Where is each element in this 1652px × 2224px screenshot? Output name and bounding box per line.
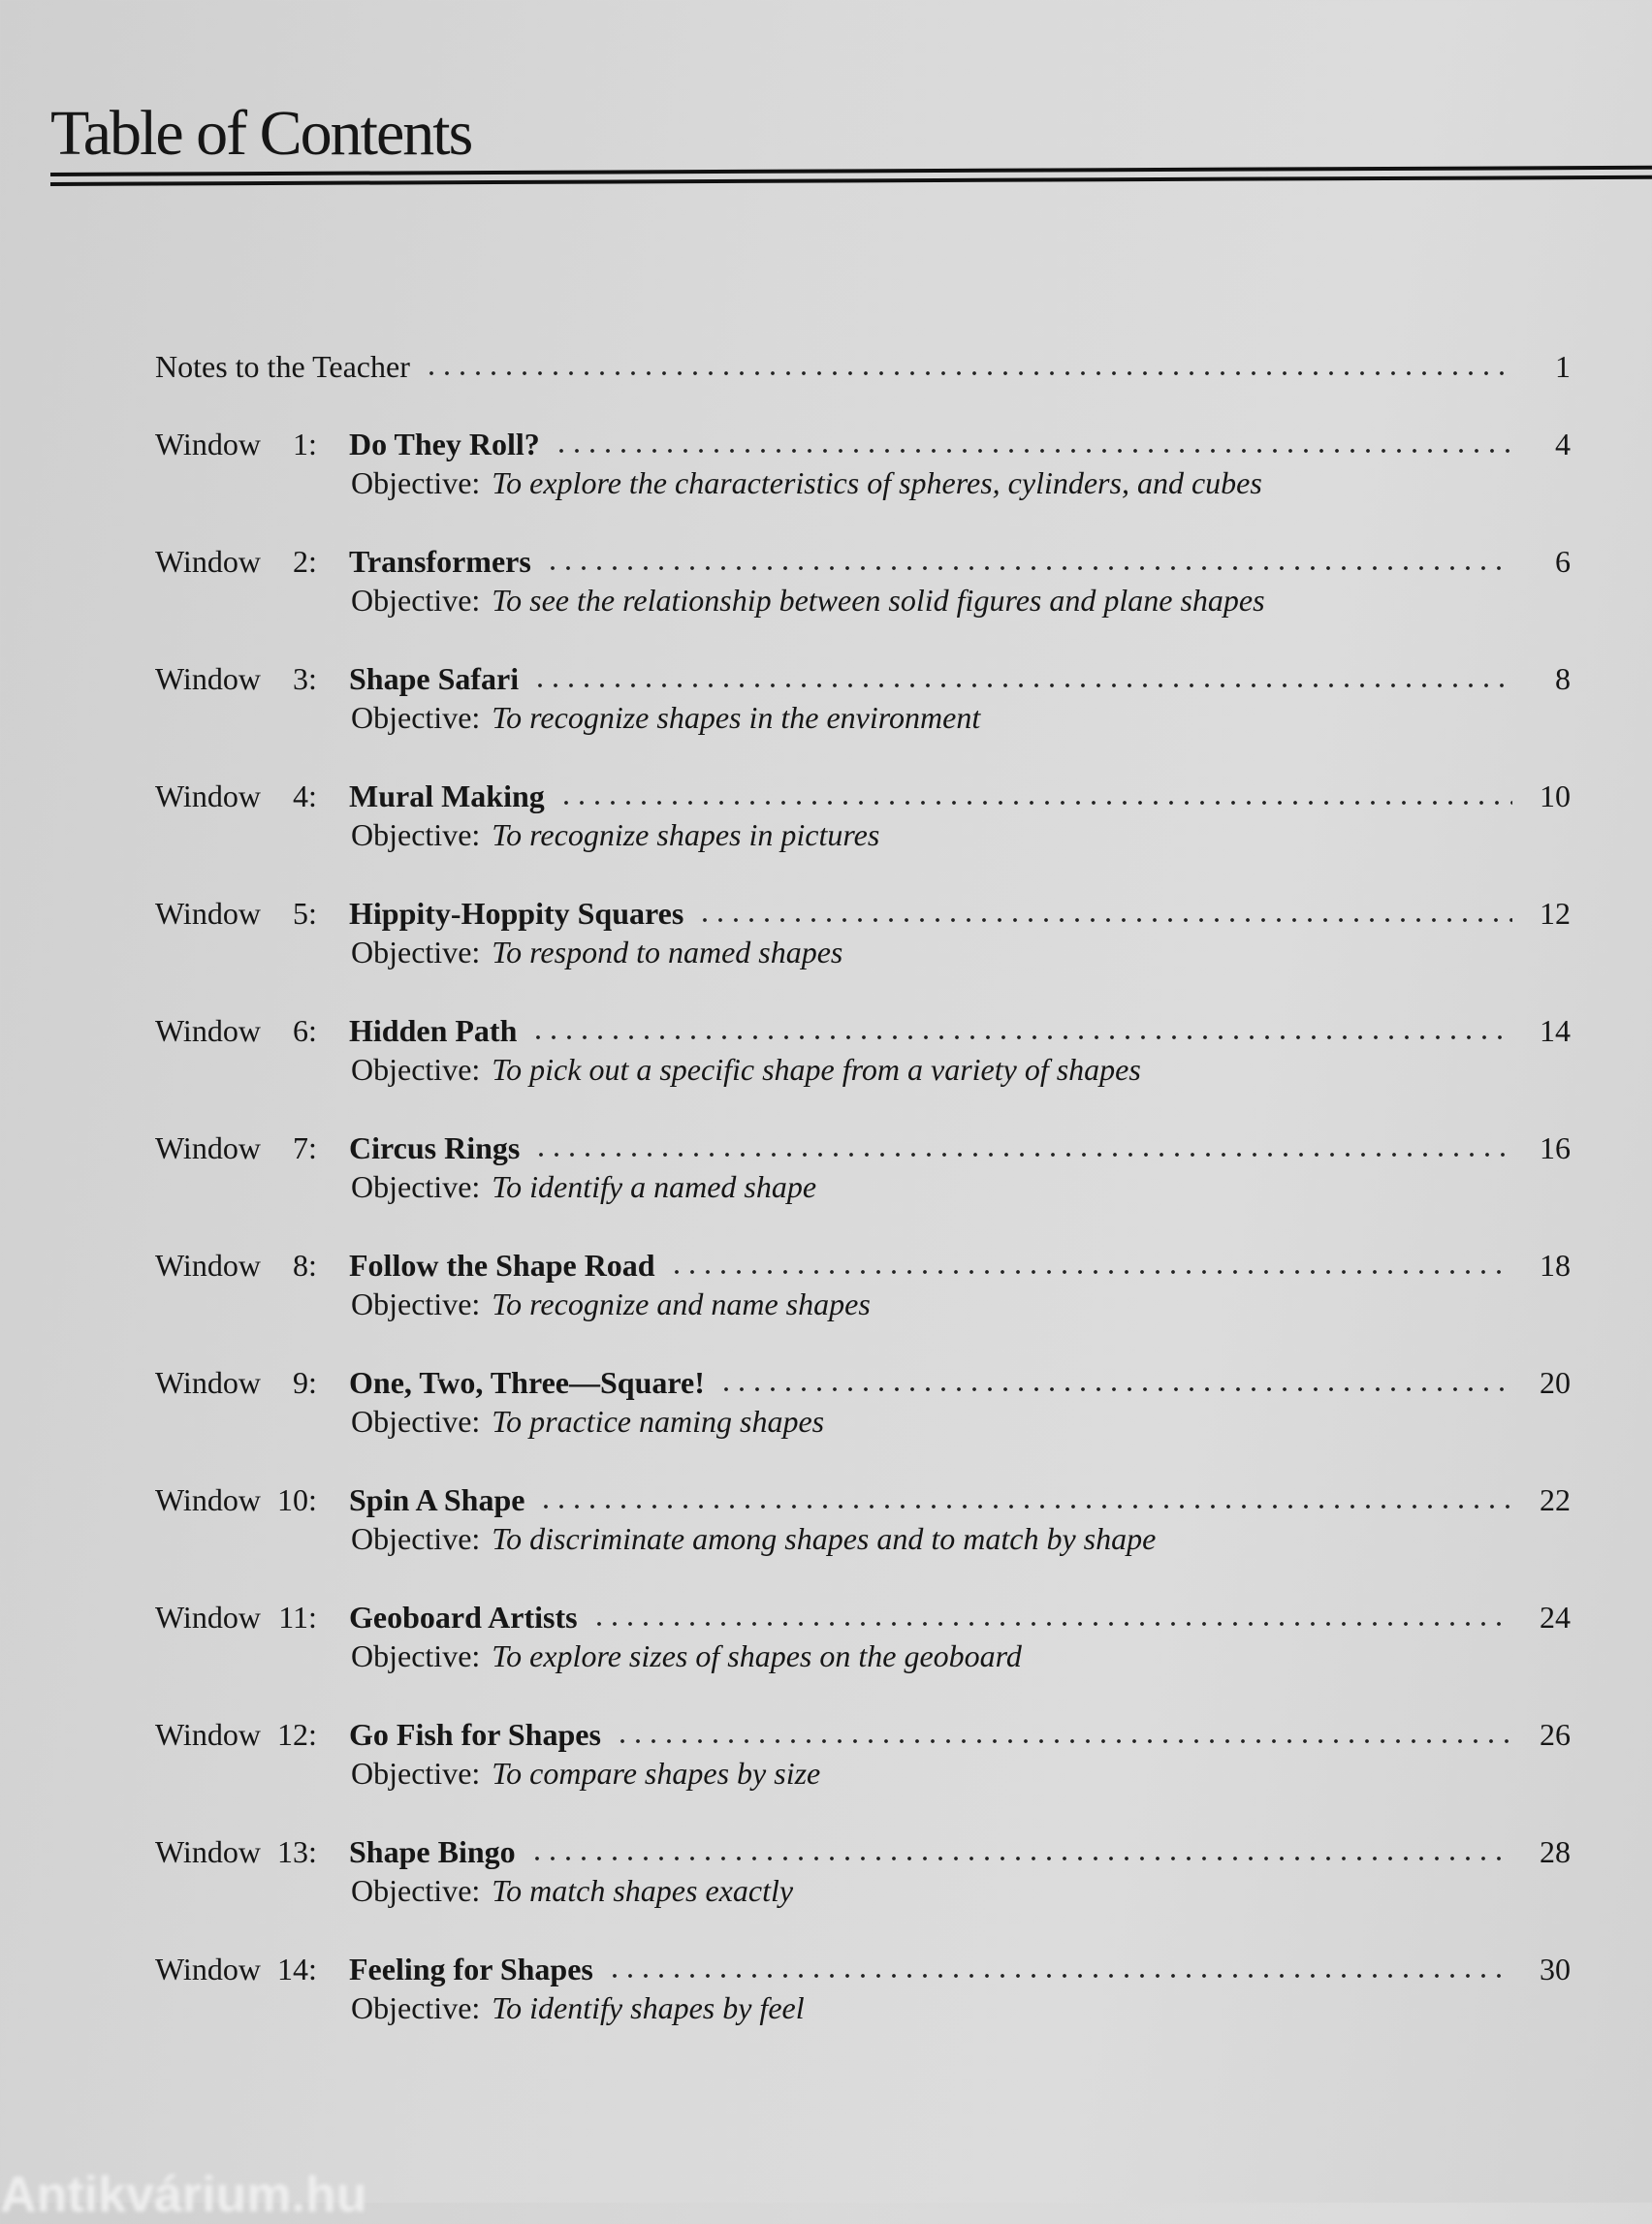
toc-entry [155, 1834, 1571, 1952]
toc-entry [155, 661, 1571, 778]
objective-label: Objective: [351, 700, 481, 735]
objective-label: Objective: [351, 817, 481, 852]
page-number: 16 [1540, 1130, 1571, 1165]
window-label [155, 1834, 349, 1870]
entry-objective [351, 700, 1571, 736]
window-label [155, 778, 349, 814]
dot-leader [615, 1737, 1512, 1745]
objective-text: To identify shapes by feel [492, 1990, 805, 2025]
window-prefix: Window [155, 427, 261, 461]
window-prefix: Window [155, 778, 261, 813]
page-title: Table of Contents [50, 98, 472, 169]
window-label [155, 1600, 349, 1636]
window-label [155, 1482, 349, 1518]
toc-entry [155, 1482, 1571, 1600]
objective-text: To identify a named shape [492, 1169, 817, 1204]
table-of-contents [155, 349, 1571, 2069]
toc-entry-line [155, 1717, 1571, 1760]
dot-leader [669, 1268, 1512, 1276]
window-number: 12: [277, 1717, 317, 1752]
window-number: 9: [293, 1365, 317, 1400]
page-number: 1 [1555, 349, 1571, 384]
page-number: 18 [1540, 1248, 1571, 1283]
window-number: 1: [293, 427, 317, 461]
objective-label: Objective: [351, 1169, 481, 1204]
window-prefix: Window [155, 1130, 261, 1165]
objective-text: To compare shapes by size [492, 1756, 821, 1791]
toc-entry-line [155, 896, 1571, 938]
objective-label: Objective: [351, 935, 481, 969]
objective-text: To see the relationship between solid figures and plane shapes [492, 583, 1265, 618]
objective-label: Objective: [351, 1287, 481, 1321]
window-number: 14: [277, 1952, 317, 1986]
dot-leader [558, 799, 1512, 807]
window-prefix: Window [155, 1952, 261, 1986]
dot-leader [591, 1620, 1512, 1628]
objective-text: To recognize shapes in the environment [492, 700, 981, 735]
window-number: 13: [277, 1834, 317, 1869]
toc-entry [155, 778, 1571, 896]
toc-entry-line [155, 544, 1571, 587]
objective-label: Objective: [351, 583, 481, 618]
objective-text: To explore sizes of shapes on the geoboard [492, 1638, 1022, 1673]
toc-entry [155, 544, 1571, 661]
window-number: 6: [293, 1013, 317, 1048]
entry-objective [351, 1287, 1571, 1322]
window-prefix: Window [155, 544, 261, 579]
window-prefix: Window [155, 1482, 261, 1517]
objective-text: To explore the characteristics of spheres, cylinders, and cubes [492, 465, 1262, 500]
entry-objective [351, 1052, 1571, 1088]
objective-label: Objective: [351, 1052, 481, 1087]
window-label [155, 1013, 349, 1049]
objective-label: Objective: [351, 1404, 481, 1439]
dot-leader [530, 1033, 1512, 1041]
entry-title: Do They Roll? [349, 427, 540, 461]
toc-entry [155, 1365, 1571, 1482]
window-number: 7: [293, 1130, 317, 1165]
toc-entry-line [155, 1130, 1571, 1173]
window-number: 8: [293, 1248, 317, 1283]
objective-label: Objective: [351, 465, 481, 500]
dot-leader [554, 447, 1512, 455]
window-label [155, 1130, 349, 1166]
window-number: 2: [293, 544, 317, 579]
objective-text: To match shapes exactly [492, 1873, 794, 1908]
objective-label: Objective: [351, 1521, 481, 1556]
entry-title: Circus Rings [349, 1130, 521, 1165]
toc-entry [155, 349, 1571, 427]
entry-title: Follow the Shape Road [349, 1248, 655, 1283]
entry-title: Go Fish for Shapes [349, 1717, 601, 1752]
toc-entry-line [155, 1600, 1571, 1642]
toc-entry-line [155, 349, 1571, 392]
dot-leader [718, 1385, 1512, 1393]
dot-leader [424, 369, 1512, 377]
window-prefix: Window [155, 1248, 261, 1283]
window-label [155, 1248, 349, 1284]
window-number: 4: [293, 778, 317, 813]
window-label [155, 896, 349, 932]
objective-label: Objective: [351, 1873, 481, 1908]
entry-title: Hidden Path [349, 1013, 518, 1048]
window-number: 11: [278, 1600, 317, 1635]
objective-text: To recognize shapes in pictures [492, 817, 880, 852]
entry-objective [351, 817, 1571, 853]
entry-title: Spin A Shape [349, 1482, 525, 1517]
objective-text: To discriminate among shapes and to match by shape [492, 1521, 1157, 1556]
entry-title: Mural Making [349, 778, 545, 813]
page-number: 28 [1540, 1834, 1571, 1869]
toc-entry [155, 1013, 1571, 1130]
title-rule-bottom [50, 175, 1652, 186]
entry-title: Notes to the Teacher [155, 349, 410, 384]
toc-entry [155, 1600, 1571, 1717]
entry-title: Geoboard Artists [349, 1600, 578, 1635]
page-number: 24 [1540, 1600, 1571, 1635]
entry-title: Shape Bingo [349, 1834, 516, 1869]
page-number: 22 [1540, 1482, 1571, 1517]
page-number: 6 [1555, 544, 1571, 579]
toc-entry [155, 1952, 1571, 2069]
entry-title: Feeling for Shapes [349, 1952, 593, 1986]
window-prefix: Window [155, 1365, 261, 1400]
objective-label: Objective: [351, 1990, 481, 2025]
entry-objective [351, 1638, 1571, 1674]
window-prefix: Window [155, 661, 261, 696]
toc-entry-line [155, 427, 1571, 469]
page-number: 12 [1540, 896, 1571, 931]
objective-text: To pick out a specific shape from a variety of shapes [492, 1052, 1141, 1087]
entry-title: Hippity-Hoppity Squares [349, 896, 684, 931]
window-label [155, 544, 349, 580]
toc-entry-line [155, 1952, 1571, 1994]
toc-entry [155, 1248, 1571, 1365]
objective-label: Objective: [351, 1756, 481, 1791]
dot-leader [607, 1972, 1512, 1980]
toc-entry [155, 1717, 1571, 1834]
toc-entry-line [155, 661, 1571, 704]
watermark: Antikvárium.hu [0, 2167, 367, 2223]
objective-label: Objective: [351, 1638, 481, 1673]
window-prefix: Window [155, 1717, 261, 1752]
entry-title: One, Two, Three—Square! [349, 1365, 705, 1400]
toc-entry-line [155, 1013, 1571, 1056]
entry-objective [351, 1404, 1571, 1440]
objective-text: To practice naming shapes [492, 1404, 825, 1439]
toc-entry-line [155, 1248, 1571, 1290]
toc-entry-line [155, 1365, 1571, 1408]
window-number: 3: [293, 661, 317, 696]
page-number: 14 [1540, 1013, 1571, 1048]
dot-leader [538, 1503, 1512, 1510]
toc-entry-line [155, 1482, 1571, 1525]
page-number: 20 [1540, 1365, 1571, 1400]
entry-objective [351, 1169, 1571, 1205]
toc-entry-line [155, 778, 1571, 821]
page-number: 26 [1540, 1717, 1571, 1752]
entry-objective [351, 1521, 1571, 1557]
toc-entry [155, 427, 1571, 544]
entry-objective [351, 1756, 1571, 1792]
entry-objective [351, 583, 1571, 619]
dot-leader [697, 916, 1512, 924]
dot-leader [545, 564, 1512, 572]
window-label [155, 1365, 349, 1401]
toc-entry [155, 896, 1571, 1013]
window-number: 10: [277, 1482, 317, 1517]
window-prefix: Window [155, 896, 261, 931]
entry-title: Transformers [349, 544, 531, 579]
toc-entry [155, 1130, 1571, 1248]
window-label [155, 1952, 349, 1987]
objective-text: To respond to named shapes [492, 935, 843, 969]
window-prefix: Window [155, 1834, 261, 1869]
page-number: 10 [1540, 778, 1571, 813]
entry-objective [351, 1873, 1571, 1909]
window-label [155, 427, 349, 462]
entry-objective [351, 1990, 1571, 2026]
toc-entry-line [155, 1834, 1571, 1877]
page-number: 8 [1555, 661, 1571, 696]
entry-objective [351, 935, 1571, 970]
page-number: 30 [1540, 1952, 1571, 1986]
window-prefix: Window [155, 1600, 261, 1635]
dot-leader [533, 1151, 1512, 1159]
entry-title: Shape Safari [349, 661, 520, 696]
page-number: 4 [1555, 427, 1571, 461]
window-label [155, 661, 349, 697]
dot-leader [529, 1855, 1512, 1862]
dot-leader [532, 682, 1512, 689]
window-prefix: Window [155, 1013, 261, 1048]
window-label [155, 1717, 349, 1753]
objective-text: To recognize and name shapes [492, 1287, 871, 1321]
window-number: 5: [293, 896, 317, 931]
entry-objective [351, 465, 1571, 501]
